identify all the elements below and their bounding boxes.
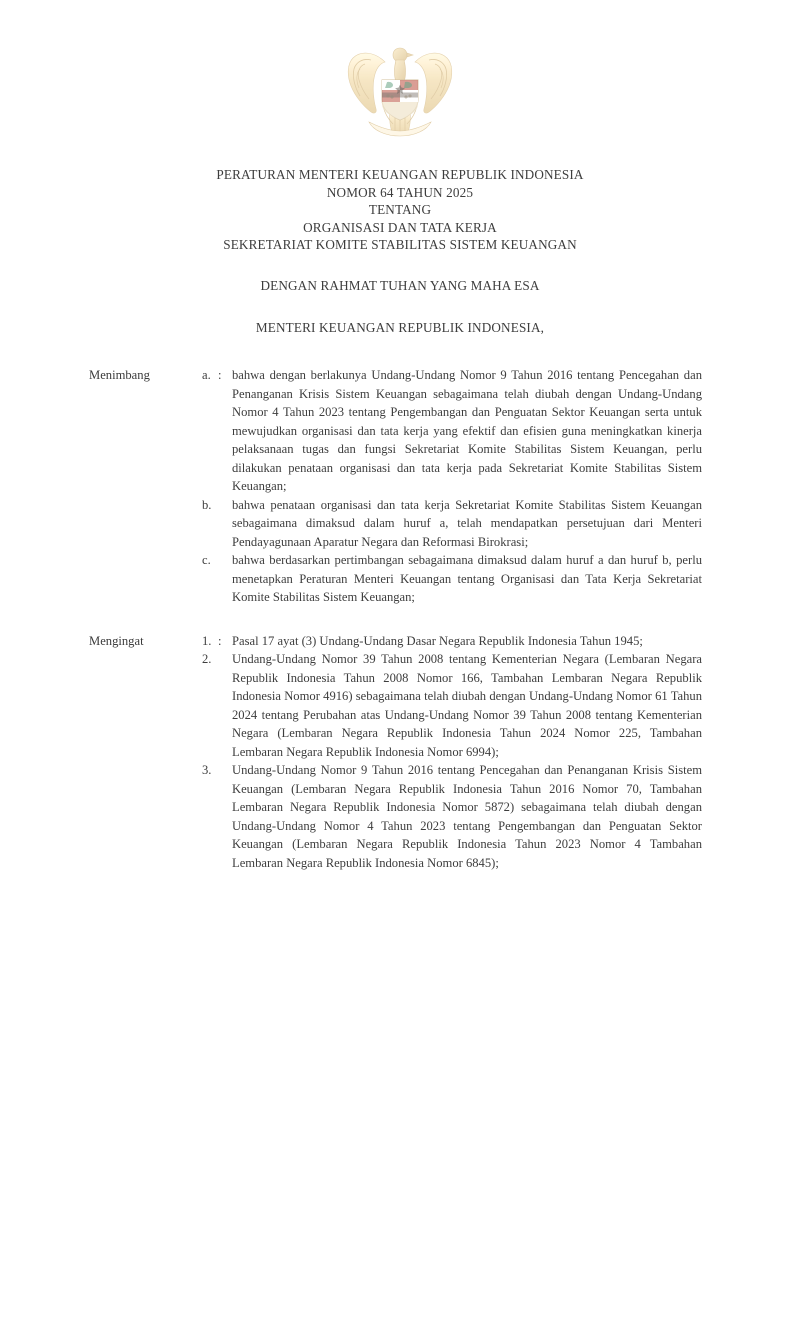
menimbang-item-list	[89, 366, 702, 607]
section-label-text: Menimbang	[89, 368, 150, 382]
item-text: bahwa penataan organisasi dan tata kerja Sekretariat Komite Stabilitas Sistem Keuangan sebagaimana dimaksud dalam huruf a, telah mendapatkan persetujuan dari Menteri Pendayagunaan Aparatur Negara dan Reformasi Birokrasi;	[232, 497, 702, 549]
list-item	[89, 366, 702, 496]
list-item	[89, 632, 702, 651]
section-menimbang	[0, 366, 800, 607]
document-title-block	[0, 166, 800, 254]
item-marker: 3.	[202, 763, 212, 777]
item-text: bahwa berdasarkan pertimbangan sebagaimana dimaksud dalam huruf a dan huruf b, perlu menetapkan Peraturan Menteri Keuangan tentang Organisasi dan Tata Kerja Sekretariat Komite Stabilitas Sistem Keuangan;	[232, 553, 702, 604]
mengingat-item-list	[89, 632, 702, 873]
document-preamble-block	[0, 277, 800, 336]
emblem-container	[0, 36, 800, 140]
title-line-subject-2: SEKRETARIAT KOMITE STABILITAS SISTEM KEUANGAN	[223, 237, 577, 253]
item-marker: 2.	[202, 652, 212, 666]
section-mengingat	[0, 632, 800, 873]
title-line-1: PERATURAN MENTERI KEUANGAN REPUBLIK INDONESIA	[216, 167, 584, 182]
garuda-pancasila-emblem	[341, 36, 459, 140]
section-label-text: Mengingat	[89, 633, 144, 648]
title-line-tentang: TENTANG	[368, 202, 432, 218]
item-marker: c.	[202, 553, 211, 567]
list-item	[89, 496, 702, 552]
item-text: bahwa dengan berlakunya Undang-Undang Nomor 9 Tahun 2016 tentang Pencegahan dan Penanganan Krisis Sistem Keuangan sebagaimana telah diubah dengan Undang-Undang Nomor 4 Tahun 2023 tentang Pengembangan dan Penguatan Sektor Keuangan serta untuk mewujudkan organisasi dan tata kerja yang efektif dan efisien guna meningkatkan kinerja pelaksanaan tugas dan fungsi Sekretariat Komite Stabilitas Sistem Keuangan, perlu dilakukan penataan organisasi dan tata kerja pada Sekretariat Komite Stabilitas Sistem Keuangan;	[232, 368, 702, 493]
item-marker: b.	[202, 497, 212, 512]
list-item	[89, 761, 702, 872]
section-colon: :	[218, 633, 222, 648]
item-text: Pasal 17 ayat (3) Undang-Undang Dasar Negara Republik Indonesia Tahun 1945;	[232, 633, 643, 648]
document-body	[0, 366, 800, 872]
item-text: Undang-Undang Nomor 9 Tahun 2016 tentang Pencegahan dan Penanganan Krisis Sistem Keuangan (Lembaran Negara Republik Indonesia Tahun 2016 Nomor 70, Tambahan Lembaran Negara Republik Indonesia Nomor 5872) sebagaimana telah diubah dengan Undang-Undang Nomor 4 Tahun 2023 tentang Pengembangan dan Penguatan Sektor Keuangan (Lembaran Negara Republik Indonesia Tahun 2023 Nomor 4 Tambahan Lembaran Negara Republik Indonesia Nomor 6845);	[232, 763, 702, 870]
section-colon: :	[218, 368, 222, 382]
item-marker: a.	[202, 368, 211, 382]
issuer-line: MENTERI KEUANGAN REPUBLIK INDONESIA,	[255, 319, 545, 335]
title-line-number: NOMOR 64 TAHUN 2025	[326, 184, 474, 200]
invocation-line: DENGAN RAHMAT TUHAN YANG MAHA ESA	[260, 278, 540, 293]
item-marker: 1.	[202, 633, 212, 648]
title-line-subject-1: ORGANISASI DAN TATA KERJA	[303, 219, 497, 235]
item-text: Undang-Undang Nomor 39 Tahun 2008 tentang Kementerian Negara (Lembaran Negara Republik Indonesia Tahun 2008 Nomor 166, Tambahan Lembaran Negara Republik Indonesia Nomor 4916) sebagaimana telah diubah dengan Undang-Undang Nomor 61 Tahun 2024 tentang Perubahan atas Undang-Undang Nomor 39 Tahun 2008 tentang Kementerian Negara (Lembaran Negara Republik Indonesia Tahun 2024 Nomor 225, Tambahan Lembaran Negara Republik Indonesia Nomor 6994);	[232, 652, 702, 759]
list-item	[89, 650, 702, 761]
list-item	[89, 551, 702, 607]
